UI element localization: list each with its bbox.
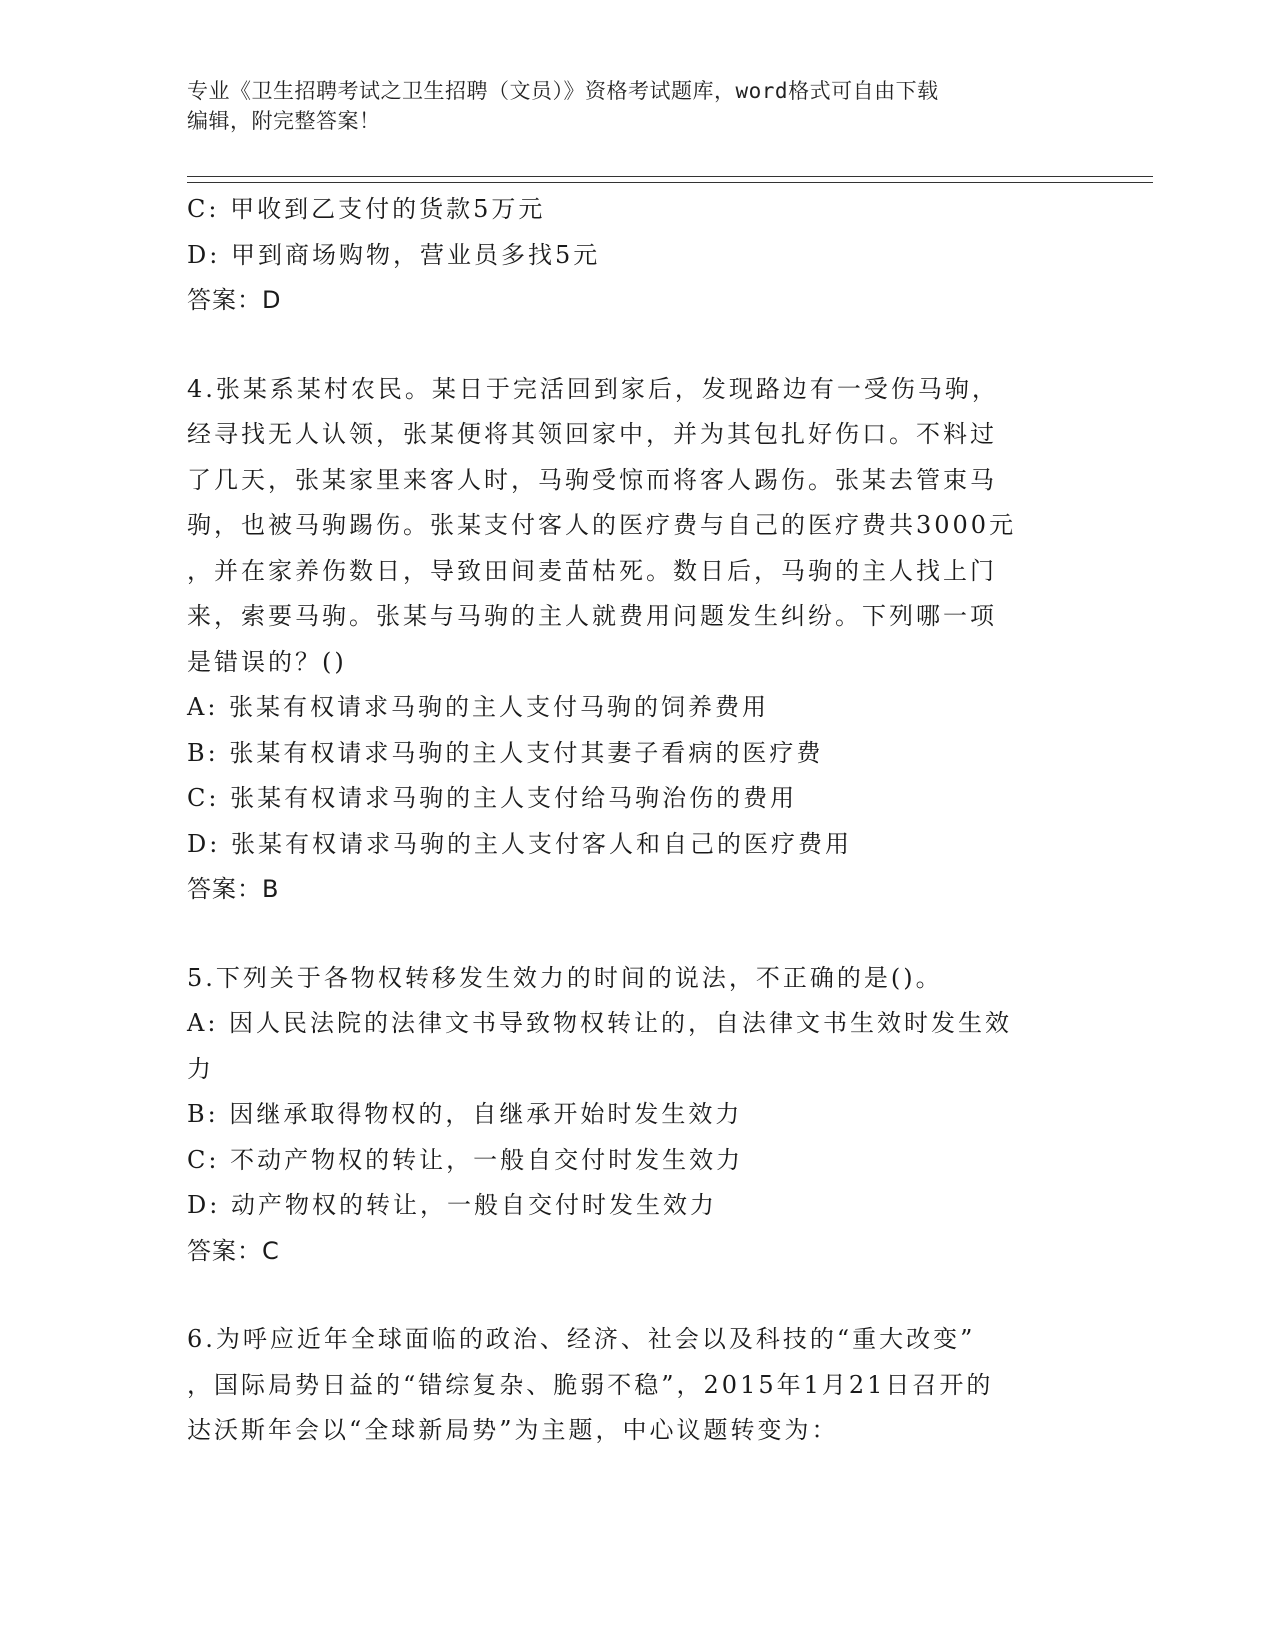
q6-stem-line: 达沃斯年会以“全球新局势”为主题，中心议题转变为： (187, 1416, 839, 1444)
q3-option-d: D: 甲到商场购物，营业员多找5元 (187, 240, 601, 269)
q4-stem-line: 来，索要马驹。张某与马驹的主人就费用问题发生纠纷。下列哪一项 (187, 602, 997, 630)
q4-stem-line: 驹，也被马驹踢伤。张某支付客人的医疗费与自己的医疗费共3000元 (187, 511, 1017, 539)
document-body (187, 187, 1087, 1454)
question-6 (187, 1317, 1087, 1454)
question-3-tail (187, 187, 1087, 324)
q4-stem-line: 了几天，张某家里来客人时，马驹受惊而将客人踢伤。张某去管束马 (187, 465, 997, 494)
question-5 (187, 956, 1087, 1275)
q5-option-d: D: 动产物权的转让，一般自交付时发生效力 (187, 1191, 717, 1219)
q5-answer: 答案：C (187, 1236, 280, 1265)
q5-option-a-continued: 力 (187, 1054, 214, 1083)
q3-answer: 答案：D (187, 286, 282, 314)
q4-stem-line: 是错误的？() (187, 647, 347, 676)
q6-stem-line: ，国际局势日益的“错综复杂、脆弱不稳”，2015年1月21日召开的 (187, 1370, 994, 1399)
q4-answer: 答案：B (187, 875, 280, 903)
spacer (187, 913, 1087, 956)
header-line-2: 编辑，附完整答案！ (187, 109, 381, 133)
q4-option-a: A: 张某有权请求马驹的主人支付马驹的饲养费用 (187, 693, 770, 721)
header-line-1: 专业《卫生招聘考试之卫生招聘（文员）》资格考试题库，word格式可自由下载 (187, 79, 939, 103)
q4-stem-line: ，并在家养伤数日，导致田间麦苗枯死。数日后，马驹的主人找上门 (187, 556, 997, 585)
q4-option-c: C: 张某有权请求马驹的主人支付给马驹治伤的费用 (187, 784, 798, 812)
spacer (187, 1274, 1087, 1317)
spacer (187, 324, 1087, 367)
document-header (187, 76, 1087, 136)
q4-option-d: D: 张某有权请求马驹的主人支付客人和自己的医疗费用 (187, 829, 852, 858)
q3-option-c: C: 甲收到乙支付的货款5万元 (187, 195, 546, 223)
header-divider-top (187, 176, 1153, 177)
q5-option-a: A: 因人民法院的法律文书导致物权转让的，自法律文书生效时发生效 (187, 1009, 1013, 1037)
q5-option-c: C: 不动产物权的转让，一般自交付时发生效力 (187, 1145, 744, 1174)
q6-stem-line: 6.为呼应近年全球面临的政治、经济、社会以及科技的“重大改变” (187, 1325, 976, 1353)
q4-option-b: B: 张某有权请求马驹的主人支付其妻子看病的医疗费 (187, 738, 824, 767)
q5-stem: 5.下列关于各物权转移发生效力的时间的说法，不正确的是()。 (187, 963, 943, 992)
q4-stem-line: 4.张某系某村农民。某日于完活回到家后，发现路边有一受伤马驹， (187, 374, 999, 403)
q4-stem-line: 经寻找无人认领，张某便将其领回家中，并为其包扎好伤口。不料过 (187, 420, 997, 448)
q5-option-b: B: 因继承取得物权的，自继承开始时发生效力 (187, 1100, 743, 1128)
header-divider-bottom (187, 182, 1153, 183)
question-4 (187, 367, 1087, 913)
